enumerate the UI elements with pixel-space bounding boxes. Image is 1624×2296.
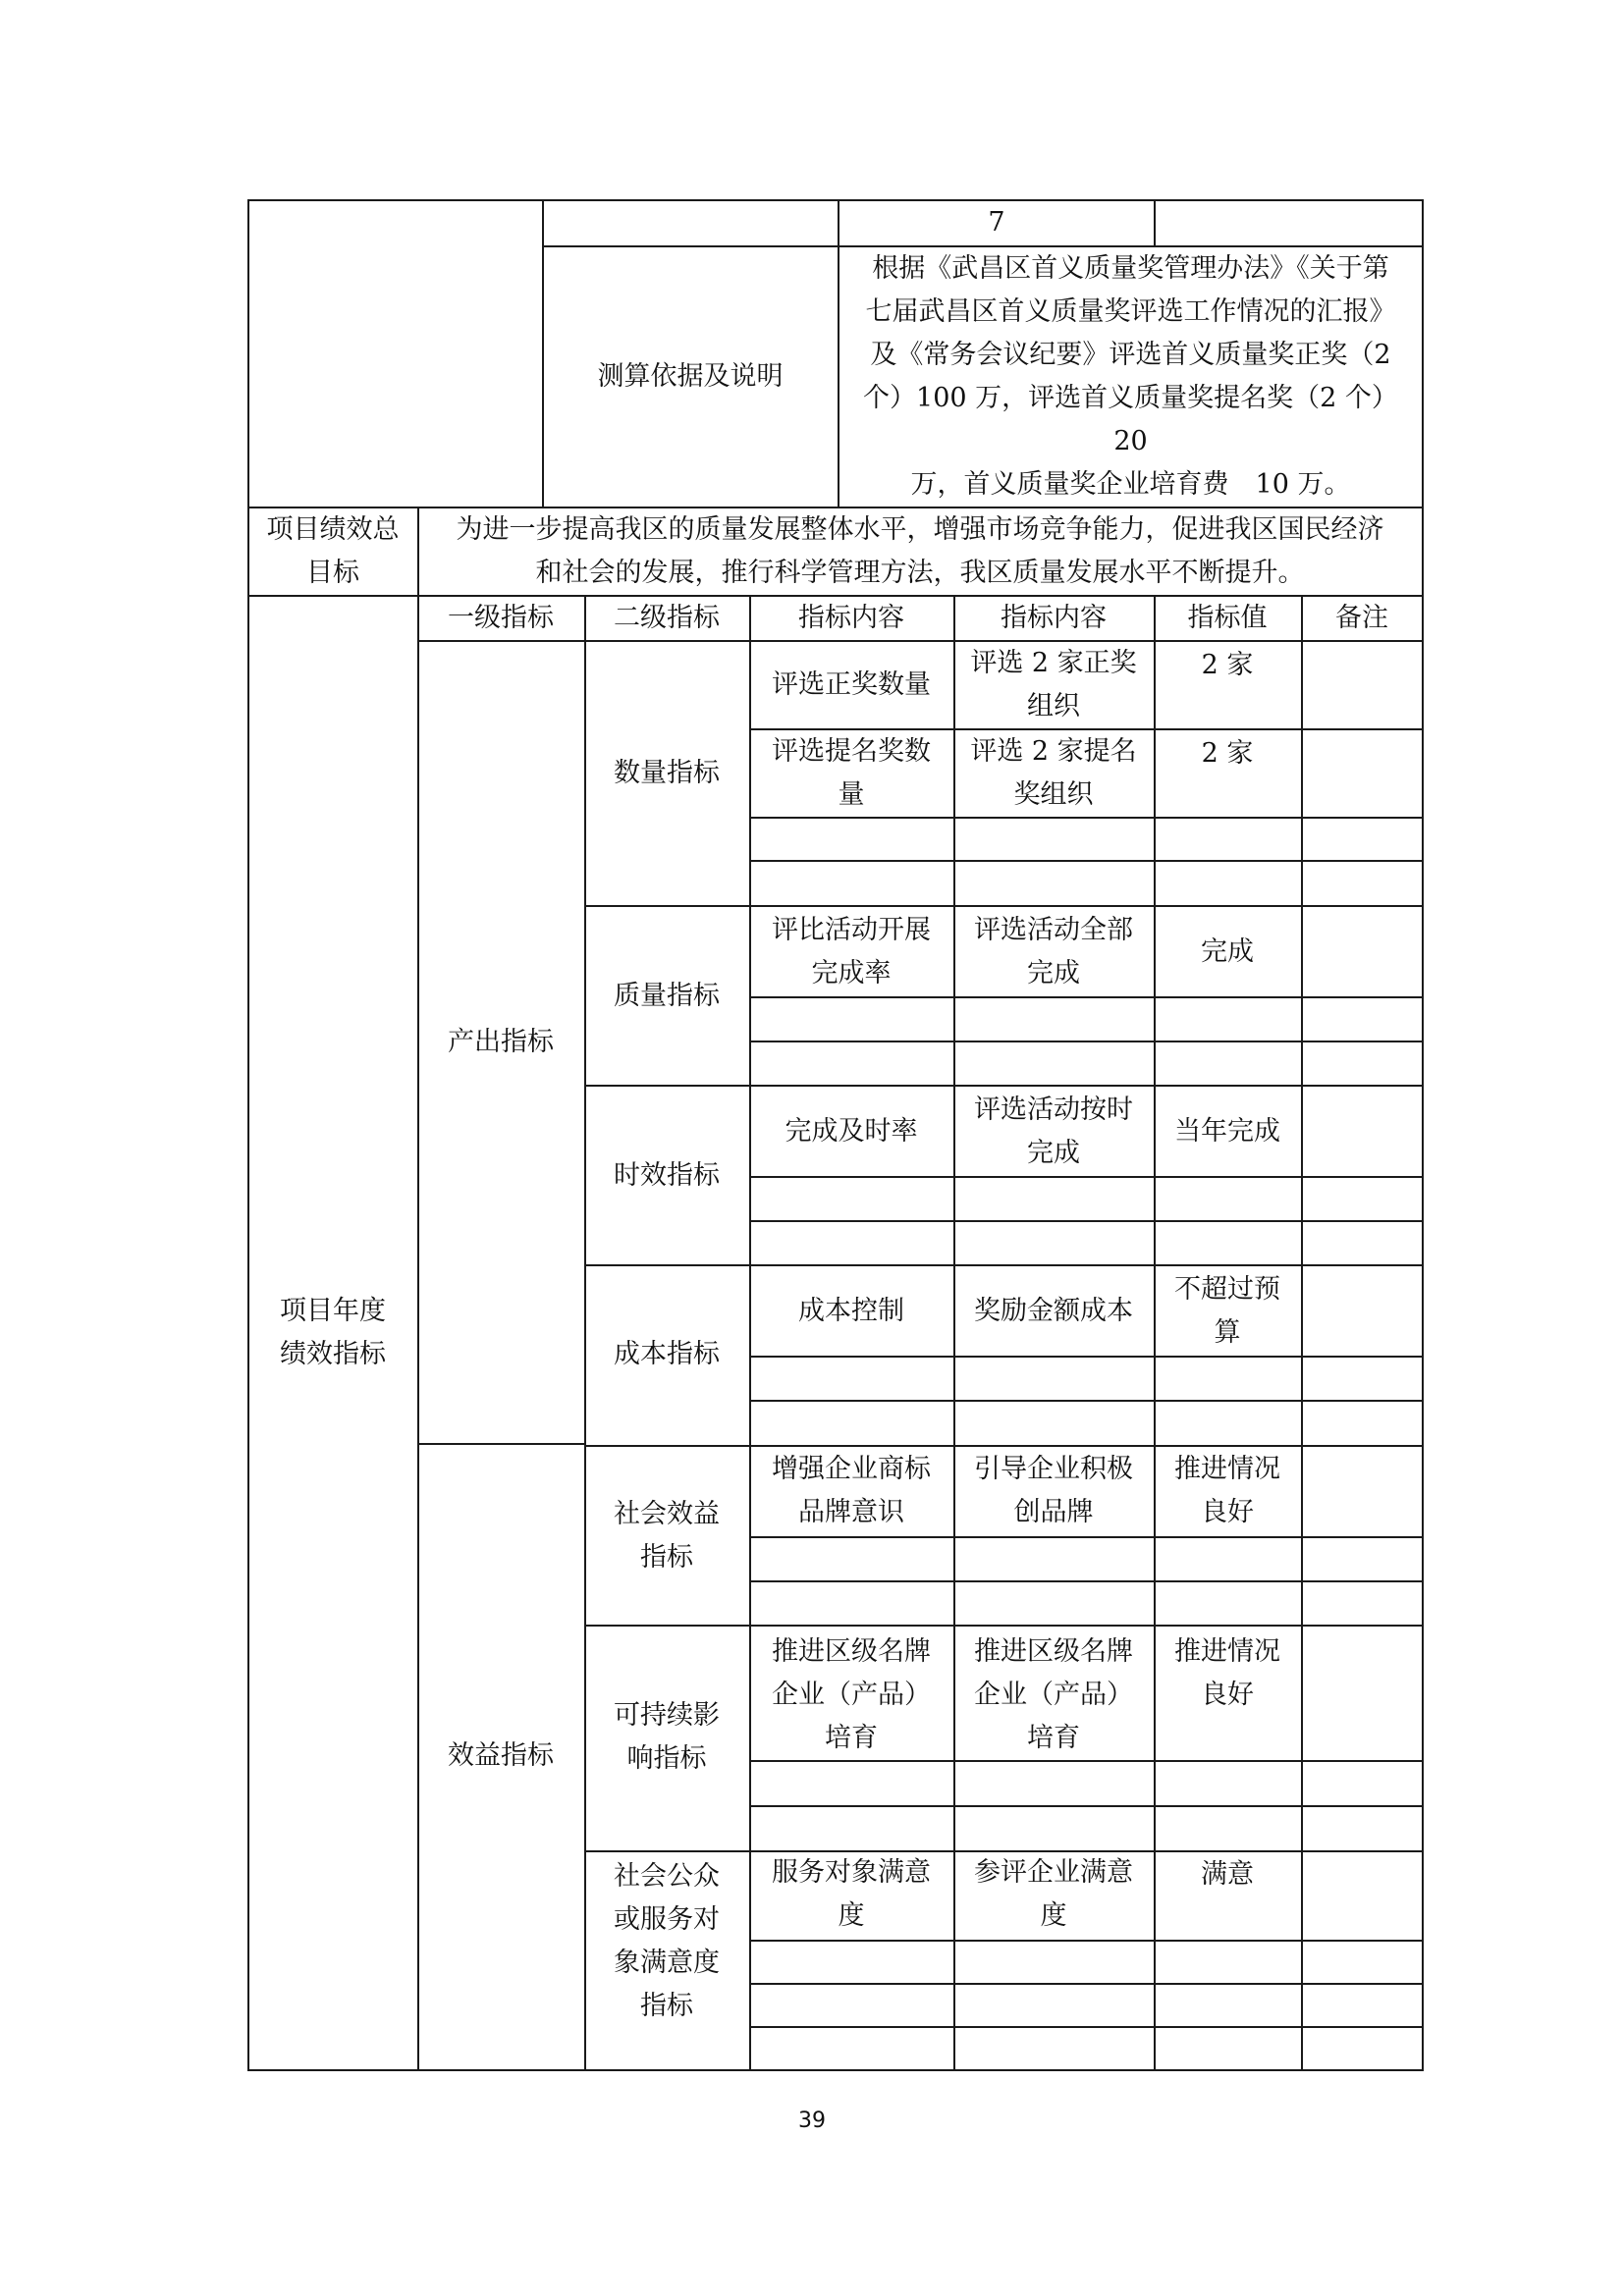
grid-line [247, 2069, 1424, 2071]
grid-line [1422, 199, 1424, 2071]
row-content: 推进区级名牌 企业（产品） 培育 [772, 1636, 931, 1753]
grid-line [749, 2026, 1424, 2028]
grid-line [749, 1176, 1424, 1178]
grid-line [749, 1220, 1424, 1222]
level1-output: 产出指标 [448, 1027, 554, 1057]
header-value: 指标值 [1187, 603, 1268, 633]
row-value: 不超过预 算 [1174, 1274, 1280, 1348]
basis-label: 测算依据及说明 [597, 361, 784, 392]
goal-label: 项目绩效总 目标 [266, 514, 400, 588]
grid-line [749, 1041, 1424, 1042]
basis-text: 根据《武昌区首义质量奖管理办法》《关于第 七届武昌区首义质量奖评选工作情况的汇报》 及《常务会议纪要》评选首义质量奖正奖（2 个）100 万，评选首义质量奖提名奖（2 个） 20 万，首义质量奖企业培育费 10 万。 [863, 253, 1398, 500]
row-detail: 参评企业满意 度 [974, 1857, 1133, 1931]
row-content: 服务对象满意 度 [772, 1857, 931, 1931]
row-detail: 评选活动按时 完成 [974, 1095, 1133, 1168]
row-value: 推进情况 良好 [1174, 1454, 1280, 1527]
level2-quantity: 数量指标 [614, 758, 720, 788]
row-detail: 奖励金额成本 [974, 1296, 1133, 1326]
level2-cost: 成本指标 [614, 1339, 720, 1369]
level2-social: 社会效益 指标 [614, 1499, 720, 1573]
grid-line [749, 817, 1424, 819]
row-content: 成本控制 [798, 1296, 904, 1326]
row-detail: 推进区级名牌 企业（产品） 培育 [974, 1636, 1133, 1753]
row-value: 完成 [1201, 936, 1254, 967]
row-value: 当年完成 [1174, 1116, 1280, 1147]
grid-line [749, 1356, 1424, 1358]
header-level1: 一级指标 [448, 603, 554, 633]
grid-line [749, 1400, 1424, 1402]
header-content: 指标内容 [798, 603, 904, 633]
row-value: 2 家 [1201, 738, 1254, 769]
grid-line [749, 1760, 1424, 1762]
level2-timeliness: 时效指标 [614, 1160, 720, 1191]
grid-line [749, 860, 1424, 862]
grid-line [749, 1940, 1424, 1942]
row-detail: 评选活动全部 完成 [974, 915, 1133, 988]
level2-sustainable: 可持续影 响指标 [614, 1700, 720, 1774]
grid-line [749, 1805, 1424, 1807]
grid-line [247, 199, 1424, 201]
grid-line [584, 1445, 1424, 1447]
row-value: 满意 [1201, 1859, 1254, 1890]
row-detail: 评选 2 家提名 奖组织 [970, 736, 1137, 810]
row-detail: 引导企业积极 创品牌 [974, 1454, 1133, 1527]
grid-line [749, 996, 1424, 998]
level2-satisfaction: 社会公众 或服务对 象满意度 指标 [614, 1861, 720, 2021]
goal-text: 为进一步提高我区的质量发展整体水平，增强市场竞争能力，促进我区国民经济 和社会的发展，推行科学管理方法，我区质量发展水平不断提升。 [456, 514, 1384, 588]
row-content: 评选正奖数量 [772, 669, 931, 700]
header-level2: 二级指标 [614, 603, 720, 633]
row-detail: 评选 2 家正奖 组织 [970, 648, 1137, 721]
grid-line [749, 1983, 1424, 1985]
row-content: 完成及时率 [785, 1116, 918, 1147]
level2-quality: 质量指标 [614, 981, 720, 1011]
budget-number: 7 [988, 207, 1005, 238]
row-content: 增强企业商标 品牌意识 [772, 1454, 931, 1527]
row-content: 评选提名奖数 量 [772, 736, 931, 810]
row-value: 2 家 [1201, 650, 1254, 680]
annual-indicators-label: 项目年度 绩效指标 [280, 1296, 386, 1369]
header-remark: 备注 [1335, 603, 1388, 633]
level1-benefit: 效益指标 [448, 1740, 554, 1771]
row-value: 推进情况 良好 [1174, 1636, 1280, 1710]
header-detail: 指标内容 [1001, 603, 1107, 633]
grid-line [749, 1580, 1424, 1582]
grid-line [749, 1536, 1424, 1538]
row-content: 评比活动开展 完成率 [772, 915, 931, 988]
page-number: 39 [798, 2109, 826, 2133]
